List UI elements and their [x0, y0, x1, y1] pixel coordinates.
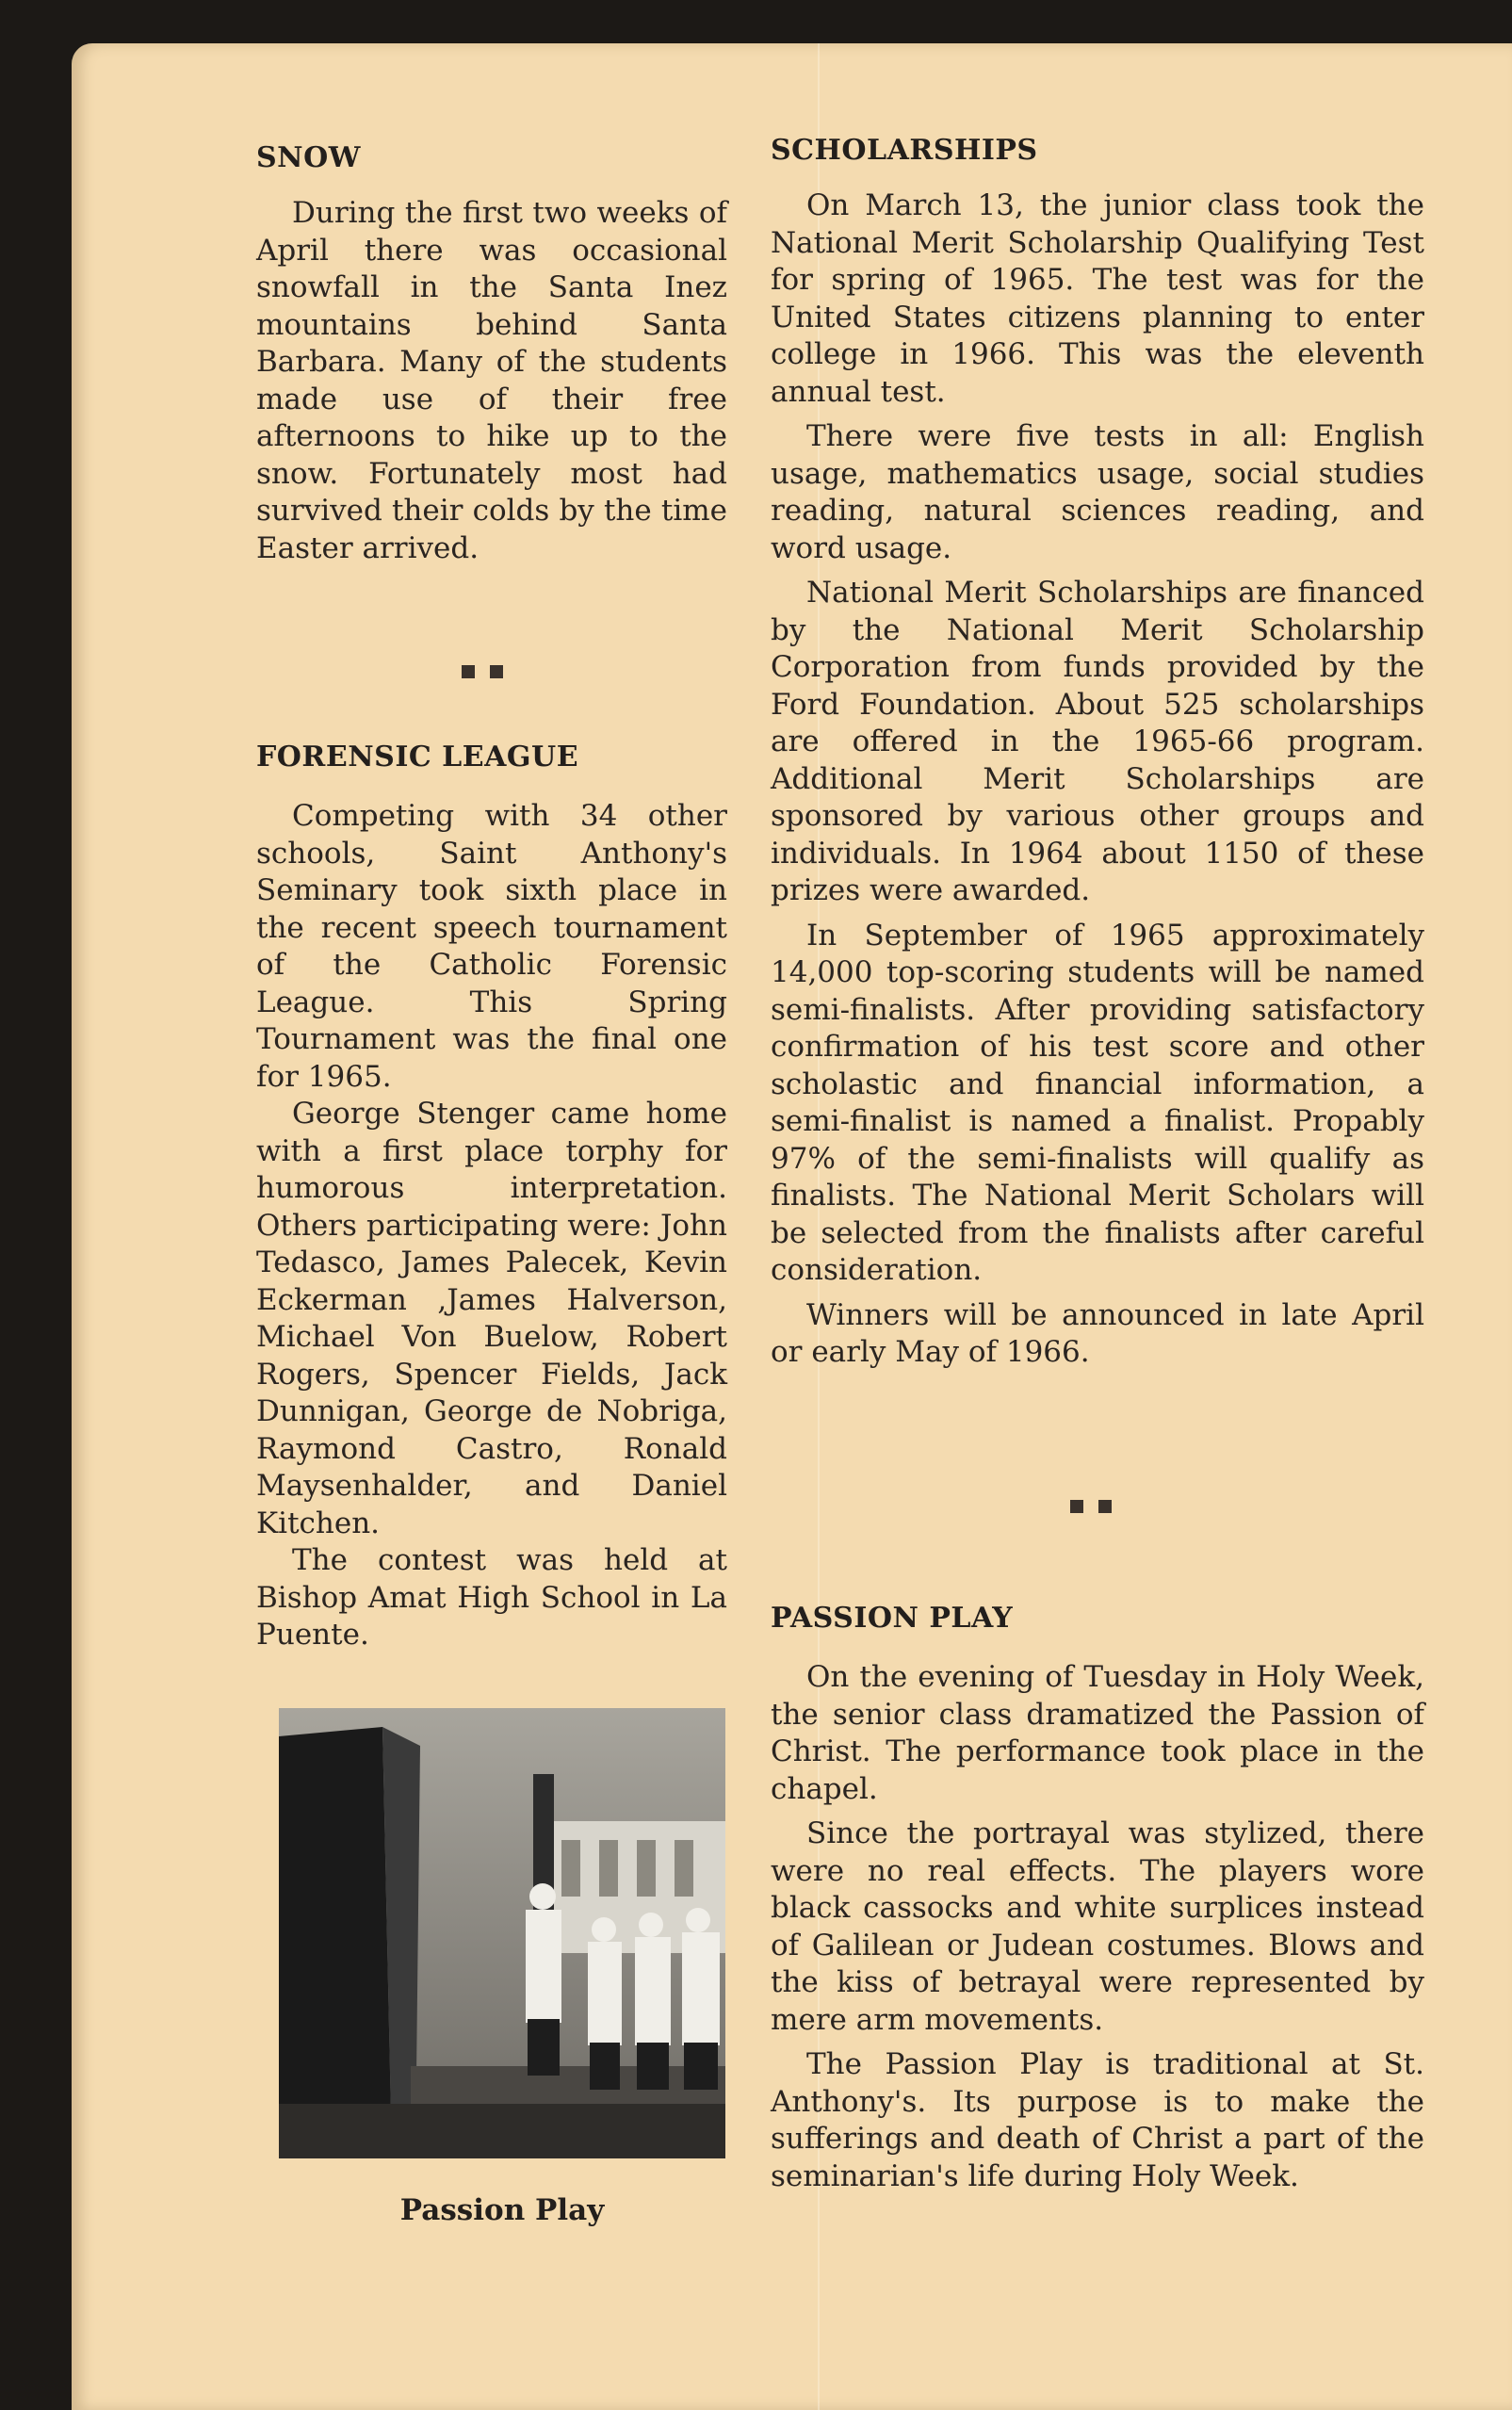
- passion-play-paragraph-1: On the evening of Tuesday in Holy Week, the senior class dramatized the Passion of Christ. The performance took place in the chapel.: [771, 1660, 1424, 1806]
- scholarships-paragraph-4: In September of 1965 approximately 14,000 top-scoring students will be named semi-finalists. After providing satisfactory confirmation of his test score and other scholastic and financial information, a semi-finalist is named a finalist. Propably 97% of the semi-finalists will qualify as finalists. The National Merit Scholars will be selected from the finalists after careful consideration.: [771, 918, 1424, 1287]
- passion-play-article: [771, 1602, 1424, 2195]
- scholarships-paragraph-1: On March 13, the junior class took the National Merit Scholarship Qualifying Test for spring of 1965. The test was for the United States citizens planning to enter college in 1966. This was the eleventh annual test.: [771, 188, 1424, 409]
- snow-paragraph-1: During the first two weeks of April there was occasional snowfall in the Santa Inez mountains behind Santa Barbara. Many of the students made use of their free afternoons to hike up to the snow. Fortunately most had survived their colds by the time Easter arrived.: [256, 196, 727, 565]
- forensic-league-article: [256, 741, 727, 1654]
- section-separator: [462, 665, 518, 678]
- scholarships-paragraph-3: National Merit Scholarships are financed by the National Merit Scholarship Corporation from funds provided by the Ford Foundation. About 525 scholarships are offered in the 1965-66 program. Additional Merit Scholarships are sponsored by various other groups and individuals. In 1964 about 1150 of these prizes were awarded.: [771, 576, 1424, 907]
- snow-heading: SNOW: [256, 141, 361, 174]
- passion-play-paragraph-3: The Passion Play is traditional at St. Anthony's. Its purpose is to make the sufferings and death of Christ a part of the seminarian's life during Holy Week.: [771, 2047, 1424, 2193]
- section-separator: [1070, 1500, 1127, 1513]
- passion-play-paragraph-2: Since the portrayal was stylized, there were no real effects. The players wore black cassocks and white surplices instead of Galilean or Judean costumes. Blows and the kiss of betrayal were represented by mere arm movements.: [771, 1816, 1424, 2037]
- photo-caption: Passion Play: [399, 2193, 605, 2227]
- forensic-paragraph-1: Competing with 34 other schools, Saint Anthony's Seminary took sixth place in the recent speech tournament of the Catholic Forensic League. This Spring Tournament was the final one for 1965.: [256, 799, 727, 1094]
- scholarships-paragraph-5: Winners will be announced in late April or early May of 1966.: [771, 1297, 1424, 1369]
- scholarships-article: [771, 134, 1424, 1372]
- photo-image: [279, 1708, 725, 2158]
- scholarships-heading: SCHOLARSHIPS: [771, 134, 1038, 167]
- passion-play-photo: [279, 1708, 725, 2158]
- forensic-paragraph-3: The contest was held at Bishop Amat High School in La Puente.: [256, 1543, 727, 1652]
- forensic-heading: FORENSIC LEAGUE: [256, 741, 579, 773]
- passion-play-heading: PASSION PLAY: [771, 1602, 1014, 1635]
- forensic-paragraph-2: George Stenger came home with a first place torphy for humorous interpretation. Others participating were: John Tedasco, James Palecek, Kevin Eckerman ,James Halverson, Michael Von Buelow, Robert Rogers, Spencer Fields, Jack Dunnigan, George de Nobriga, Raymond Castro, Ronald Maysenhalder, and Daniel Kitchen.: [256, 1097, 727, 1540]
- scholarships-paragraph-2: There were five tests in all: English usage, mathematics usage, social studies reading, natural sciences reading, and word usage.: [771, 419, 1424, 565]
- snow-article: [256, 141, 727, 567]
